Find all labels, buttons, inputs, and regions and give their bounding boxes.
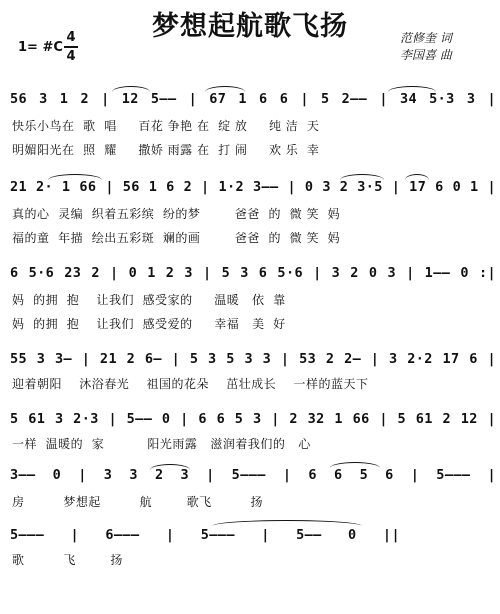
- time-signature-line: [64, 46, 78, 48]
- stave-7: [10, 526, 400, 550]
- slur-mark: [205, 86, 245, 92]
- stave-1: [10, 90, 496, 114]
- time-signature: [64, 30, 78, 64]
- stave-lyric-line: 房 梦想起 航 歌飞 扬: [12, 495, 264, 509]
- stave-lyric-line: 快乐小鸟在 歌 唱 百花 争艳 在 绽 放 纯 洁 天: [12, 119, 320, 133]
- slur-mark: [48, 174, 102, 180]
- slur-mark: [330, 462, 380, 468]
- key-signature: 1= #C: [18, 40, 63, 55]
- composer-credit: 李国喜 曲: [400, 48, 452, 62]
- stave-lyric-line: 真的心 灵编 织着五彩缤 纷的梦 爸爸 的 微 笑 妈: [12, 207, 341, 221]
- slur-mark: [212, 520, 362, 526]
- slur-mark: [150, 464, 190, 470]
- stave-lyric-line: 妈 的拥 抱 让我们 感受爱的 幸福 美 好: [12, 317, 286, 331]
- stave-lyric-line: 明媚阳光在 照 耀 撒娇 雨露 在 打 闹 欢 乐 幸: [12, 143, 320, 157]
- stave-notes: 5 61 3 2·3 | 5—— 0 | 6 6 5 3 | 2 32 1 66 | 5 61 2 12 |: [10, 411, 496, 427]
- slur-mark: [112, 86, 150, 92]
- stave-lyric-line: 迎着朝阳 沐浴春光 祖国的花朵 茁壮成长 一样的蓝天下: [12, 377, 369, 391]
- stave-5: [10, 410, 496, 434]
- stave-4: [10, 350, 496, 374]
- stave-lyric-line: 妈 的拥 抱 让我们 感受家的 温暖 依 靠: [12, 293, 286, 307]
- stave-notes: 6 5·6 23 2 | 0 1 2 3 | 5 3 6 5·6 | 3 2 0 3 | 1—— 0 :|: [10, 265, 496, 281]
- stave-lyric-line: 一样 温暖的 家 阳光雨露 滋润着我们的 心: [12, 437, 311, 451]
- stave-3: [10, 264, 496, 288]
- song-title: 梦想起航歌飞扬: [152, 11, 348, 42]
- stave-notes: 3—— 0 | 3 3 2 3 | 5——— | 6 6 5 6 | 5——— |: [10, 467, 496, 483]
- stave-notes: 56 3 1 2 | 12 5—— | 67 1 6 6 | 5 2—— | 34 5·3 3 |: [10, 91, 496, 107]
- slur-mark: [405, 174, 429, 180]
- time-signature-numerator: 4: [66, 30, 76, 45]
- lyricist-credit: 范修奎 词: [400, 31, 452, 45]
- stave-lyric-line: 歌 飞 扬: [12, 553, 123, 567]
- time-signature-denominator: 4: [66, 48, 76, 64]
- stave-2: [10, 178, 496, 202]
- stave-notes: 5——— | 6——— | 5——— | 5—— 0 ||: [10, 527, 400, 543]
- slur-mark: [388, 86, 436, 92]
- stave-notes: 55 3 3— | 21 2 6— | 5 3 5 3 3 | 53 2 2— | 3 2·2 17 6 |: [10, 351, 496, 367]
- slur-mark: [340, 174, 384, 180]
- stave-6: [10, 466, 496, 490]
- credits: [400, 30, 452, 64]
- stave-lyric-line: 福的童 年描 绘出五彩斑 斓的画 爸爸 的 微 笑 妈: [12, 231, 341, 245]
- stave-notes: 21 2· 1 66 | 56 1 6 2 | 1·2 3—— | 0 3 2 3·5 | 17 6 0 1 |: [10, 179, 496, 195]
